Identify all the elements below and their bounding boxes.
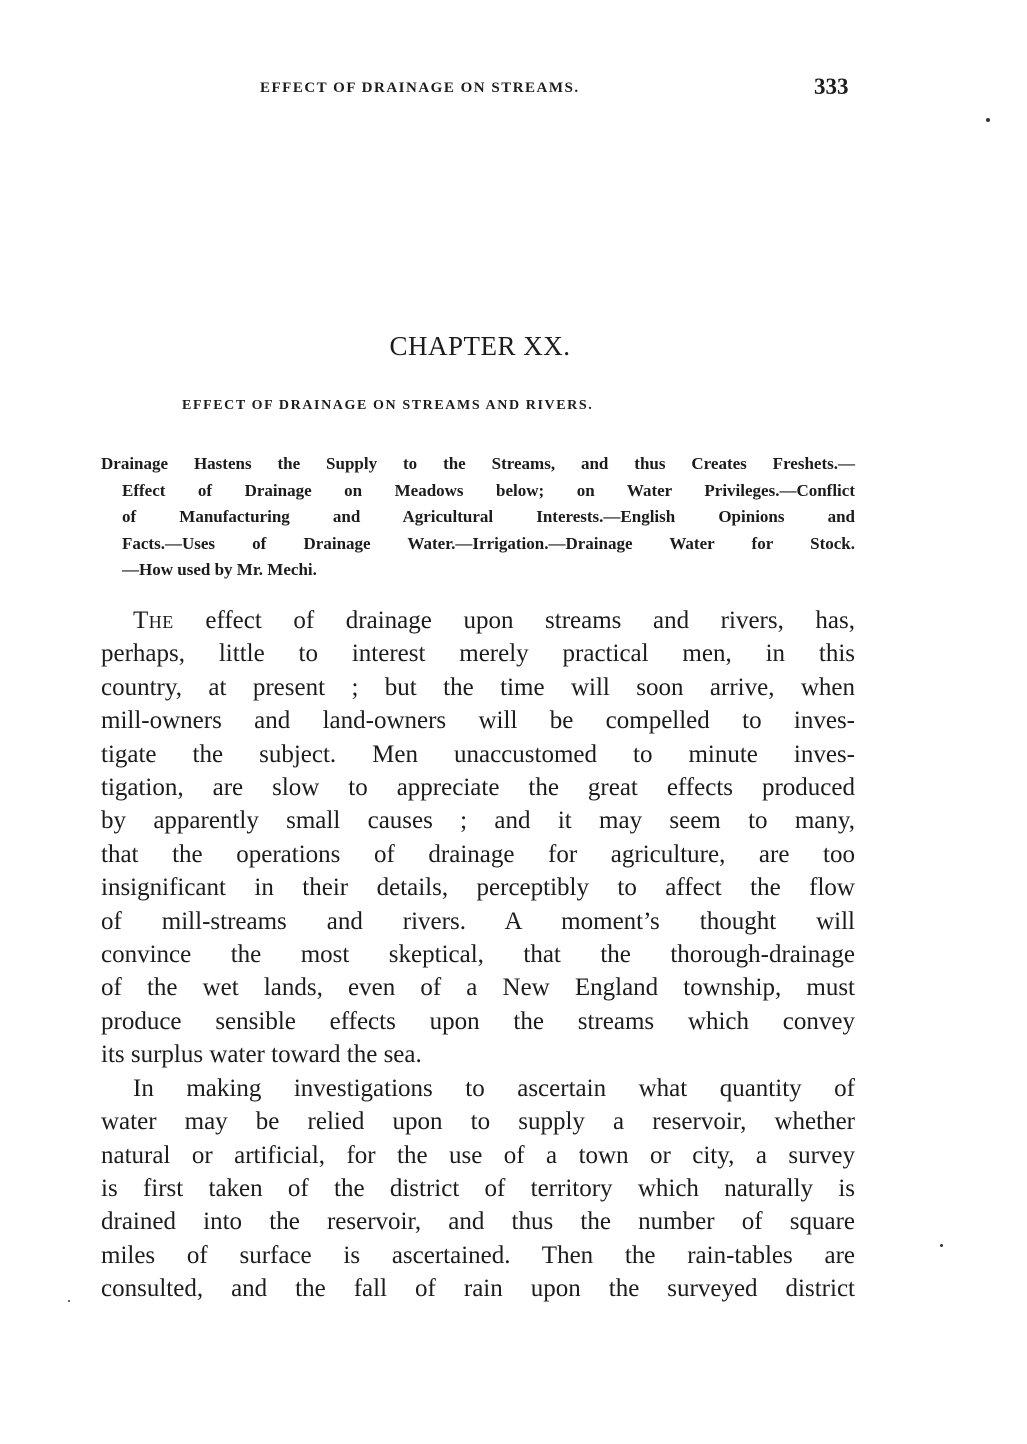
text-line: drained into the reservoir, and thus the number of square — [101, 1208, 855, 1236]
text-line: by apparently small causes ; and it may seem to many, — [101, 807, 855, 835]
body-text — [101, 604, 855, 1306]
text-line: In making investigations to ascertain what quantity of — [133, 1074, 855, 1102]
text-line: natural or artificial, for the use of a town or city, a survey — [101, 1141, 855, 1169]
text-line: country, at present ; but the time will soon arrive, when — [101, 673, 855, 701]
text-line: consulted, and the fall of rain upon the surveyed district — [101, 1275, 855, 1303]
chapter-subtitle: EFFECT OF DRAINAGE ON STREAMS AND RIVERS. — [182, 398, 594, 413]
drop-word: The — [133, 607, 174, 634]
synopsis-line: Effect of Drainage on Meadows below; on Water Privileges.—Conflict — [122, 480, 855, 500]
scan-speck — [68, 1300, 70, 1302]
page-number: 333 — [814, 74, 849, 99]
first-line-text: effect of drainage upon streams and rivers, has, — [205, 607, 856, 634]
text-line: water may be relied upon to supply a reservoir, whether — [101, 1108, 855, 1136]
text-line: is first taken of the district of territory which naturally is — [101, 1174, 855, 1202]
synopsis-line: —How used by Mr. Mechi. — [122, 560, 317, 579]
scan-speck — [986, 118, 990, 122]
text-line: perhaps, little to interest merely practical men, in this — [101, 640, 855, 668]
text-line: that the operations of drainage for agriculture, are too — [101, 840, 855, 868]
chapter-title: CHAPTER XX. — [389, 331, 571, 361]
text-line: of mill-streams and rivers. A moment’s thought will — [101, 907, 855, 935]
synopsis-line: of Manufacturing and Agricultural Interests.—English Opinions and — [122, 507, 855, 526]
text-line: of the wet lands, even of a New England township, must — [101, 974, 855, 1002]
paragraph-first-line — [101, 604, 855, 637]
text-line: miles of surface is ascertained. Then the rain-tables are — [101, 1241, 855, 1269]
text-line: mill-owners and land-owners will be compelled to inves- — [101, 707, 855, 735]
text-line: tigate the subject. Men unaccustomed to minute inves- — [101, 740, 855, 768]
synopsis-line: Drainage Hastens the Supply to the Streams, and thus Creates Freshets.— — [101, 454, 855, 473]
running-head: EFFECT OF DRAINAGE ON STREAMS. — [260, 80, 580, 96]
text-line: tigation, are slow to appreciate the great effects produced — [101, 774, 855, 802]
text-line: produce sensible effects upon the streams which convey — [101, 1007, 855, 1035]
scan-speck — [940, 1244, 943, 1247]
synopsis-line: Facts.—Uses of Drainage Water.—Irrigation.—Drainage Water for Stock. — [122, 533, 855, 553]
text-line: insignificant in their details, perceptibly to affect the flow — [101, 874, 855, 902]
text-line: its surplus water toward the sea. — [101, 1041, 422, 1069]
chapter-synopsis — [101, 451, 855, 584]
text-line: convince the most skeptical, that the thorough-drainage — [101, 941, 855, 969]
